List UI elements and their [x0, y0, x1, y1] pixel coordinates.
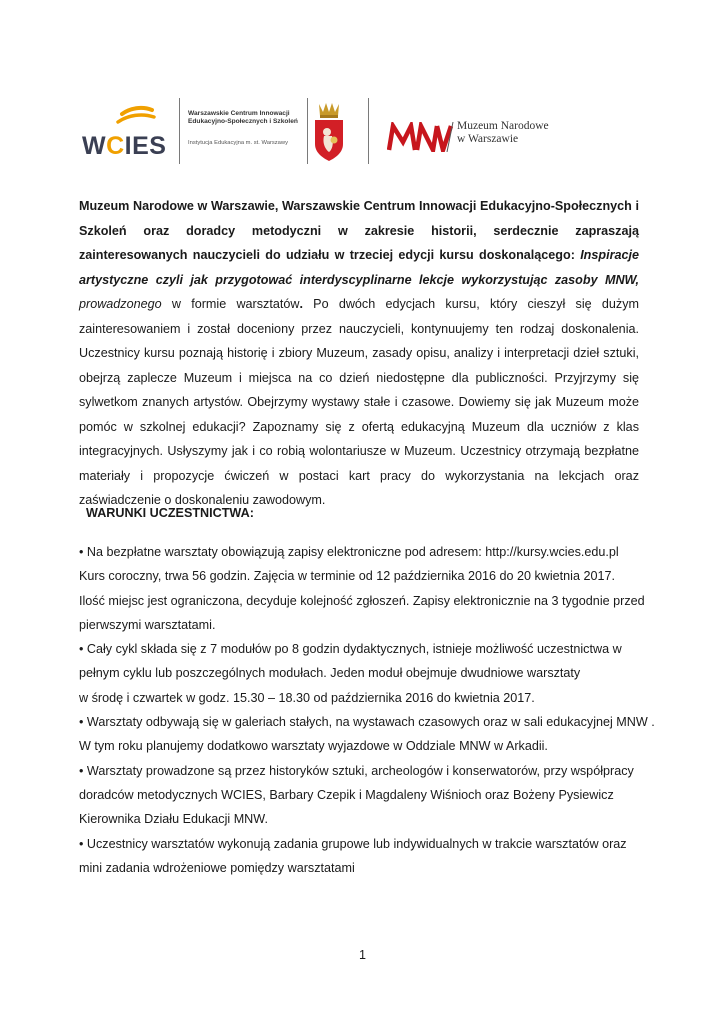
mnw-name: Muzeum Narodowe w Warszawie	[457, 120, 549, 145]
org-subtitle: Instytucja Edukacyjna m. st. Warszawy	[188, 140, 288, 146]
condition-line: pierwszymi warsztatami.	[79, 617, 216, 632]
condition-line: • Uczestnicy warsztatów wykonują zadania grupowe lub indywidualnych w trakcie warsztatów oraz	[79, 836, 627, 851]
condition-line: • Warsztaty prowadzone są przez historyków sztuki, archeologów i konserwatorów, przy współpracy	[79, 763, 634, 778]
course-title: Inspiracje artystyczne czyli jak przygotować interdyscyplinarne lekcje wykorzystując zasoby MNW,	[79, 248, 639, 287]
condition-line: pełnym cyklu lub poszczególnych modułach. Jeden moduł obejmuje dwudniowe warsztaty	[79, 666, 581, 681]
condition-line: • Warsztaty odbywają się w galeriach stałych, na wystawach czasowych oraz w sali edukacyjnej MNW .	[79, 715, 655, 730]
header-divider	[179, 98, 180, 164]
condition-line: doradców metodycznych WCIES, Barbary Czepik i Magdaleny Wiśnioch oraz Bożeny Pysiewicz	[79, 787, 614, 802]
condition-line: Ilość miejsc jest ograniczona, decyduje kolejność zgłoszeń. Zapisy elektronicznie na 3 tygodnie przed	[79, 593, 645, 608]
intro-bold-text: Muzeum Narodowe w Warszawie, Warszawskie Centrum Innowacji Edukacyjno-Społecznych i Szkoleń oraz doradcy metodyczni w zakresie historii, serdecznie zapraszają zainteresowanych nauczycieli do udziału w trzeciej edycji kursu doskonalącego:	[79, 199, 639, 262]
conditions-list	[79, 540, 659, 880]
page-number: 1	[358, 948, 366, 962]
condition-line: Kierownika Działu Edukacji MNW.	[79, 812, 268, 827]
logo-header	[80, 98, 580, 168]
section-title: WARUNKI UCZESTNICTWA:	[86, 506, 254, 520]
wcies-logo-text: WCIES	[82, 132, 167, 160]
warsaw-crest-icon	[312, 100, 346, 162]
condition-line: Kurs coroczny, trwa 56 godzin. Zajęcia w terminie od 12 października 2016 do 20 kwietnia 2017.	[79, 569, 615, 584]
condition-line: mini zadania wdrożeniowe pomiędzy warsztatami	[79, 860, 355, 875]
led-by-text: prowadzonego	[79, 297, 162, 311]
mnw-logo-icon	[387, 122, 455, 152]
condition-line: • Cały cykl składa się z 7 modułów po 8 godzin dydaktycznych, istnieje możliwość uczestnictwa w	[79, 642, 622, 657]
intro-body-text: Po dwóch edycjach kursu, który cieszył się dużym zainteresowaniem i został doceniony przez nauczycieli, kontynuujemy ten rodzaj doskonalenia. Uczestnicy kursu poznają historię i zbiory Muzeum, zasady opisu, analizy i interpretacji dzieł sztuki, obejrzą zaplecze Muzeum i miejsca na co dzień niedostępne dla publiczności. Przyjrzymy się sylwetkom znanych artystów. Obejrzymy wystawy stałe i czasowe. Dowiemy się jak Muzeum może pomóc w szkolnej edukacji? Zapoznamy się z ofertą edukacyjną Muzeum dla uczniów z klas integracyjnych. Usłyszymy jak i co robią wolontariusze w Muzeum. Uczestnicy otrzymają bezpłatne materiały i propozycje ćwiczeń w postaci kart pracy do wykorzystania na lekcjach oraz zaświadczenie o doskonaleniu zawodowym.	[79, 297, 639, 507]
wcies-org-name: Warszawskie Centrum Innowacji Edukacyjno-Społecznych i Szkoleń Instytucja Edukacyjna m. st. Warszawy	[188, 110, 308, 146]
intro-paragraph	[79, 194, 639, 513]
header-divider	[307, 98, 308, 164]
dot: .	[299, 297, 303, 311]
condition-line: w środę i czwartek w godz. 15.30 – 18.30 od października 2016 do kwietnia 2017.	[79, 690, 535, 705]
header-divider	[368, 98, 369, 164]
condition-line: W tym roku planujemy dodatkowo warsztaty wyjazdowe w Oddziale MNW w Arkadii.	[79, 739, 548, 754]
format-text: w formie warsztatów	[161, 297, 300, 311]
condition-line: • Na bezpłatne warsztaty obowiązują zapisy elektroniczne pod adresem: http://kursy.wcies.edu.pl	[79, 545, 619, 559]
